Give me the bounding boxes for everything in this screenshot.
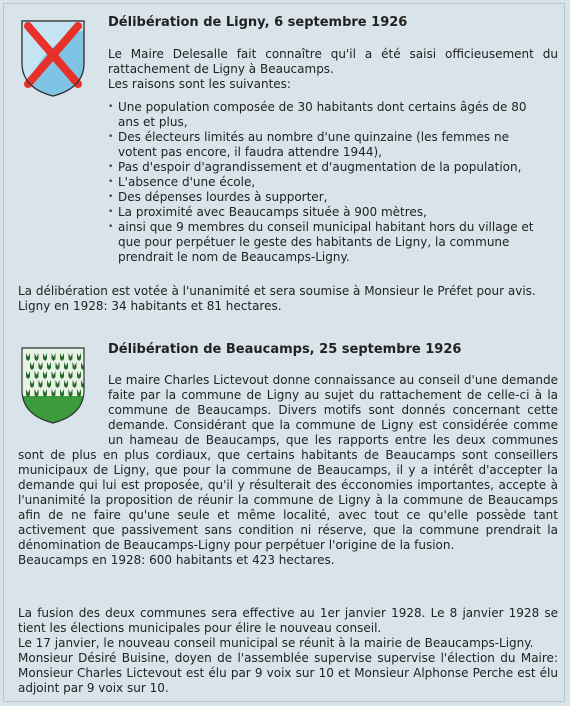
ligny-reasons-list xyxy=(108,100,550,265)
beaucamps-body: Le maire Charles Lictevout donne connaissance au conseil d'une demande faite par la commune de Ligny au sujet du rattachement de celle-ci à la commune de Beaucamps. Divers motifs sont donnés concernant cette demande. Considérant que la commune de Ligny est considérée comme un hameau de Beaucamps, que les rapports entre les deux communes sont de plus en plus cordiaux, que certains habitants de Beaucamps sont conseillers municipaux de Ligny, que pour la commune de Beaucamps, il y a intérêt d'accepter la demande qui lui est proposée, qu'il y résulterait des écconomies importantes, accepte à l'unanimité la proposition de réunir la commune de Ligny à la commune de Beaucamps afin de ne faire qu'une seule et même localité, avec tout ce qu'elle possède tant activement que passivement sans condition ni réserve, que la commune prendrait la dénomination de Beaucamps-Ligny pour perpétuer l'origine de la fusion. xyxy=(18,373,558,552)
ligny-reason-item: • ainsi que 9 membres du conseil municipal habitant hors du village et que pour perpétuer le geste des habitants de Ligny, la commune prendrait le nom de Beaucamps-Ligny. xyxy=(108,220,550,265)
fusion-section xyxy=(18,606,558,696)
fusion-para-1: La fusion des deux communes sera effective au 1er janvier 1928. Le 8 janvier 1928 se tient les élections municipales pour élire le nouveau conseil. xyxy=(18,606,558,635)
ligny-reason-item: • La proximité avec Beaucamps située à 900 mètres, xyxy=(108,205,550,220)
ligny-reason-item: • Une population composée de 30 habitants dont certains âgés de 80 ans et plus, xyxy=(108,100,550,130)
ligny-section xyxy=(108,15,558,30)
ligny-reason-item: • Pas d'espoir d'agrandissement et d'augmentation de la population, xyxy=(108,160,550,175)
ligny-stats: Ligny en 1928: 34 habitants et 81 hectares. xyxy=(18,299,282,313)
beaucamps-text xyxy=(18,373,558,568)
beaucamps-section xyxy=(108,342,558,357)
ligny-text xyxy=(108,47,558,92)
fusion-para-3: Monsieur Désiré Buisine, doyen de l'assemblée supervise supervise l'élection du Maire: Monsieur Charles Lictevout est élu par 9 voix sur 10 et Monsieur Alphonse Perche est élu adjoint par 9 voix sur 10. xyxy=(18,651,558,695)
ligny-reason-item: • Des dépenses lourdes à supporter, xyxy=(108,190,550,205)
ligny-reasons-list-wrap xyxy=(108,100,550,265)
beaucamps-stats: Beaucamps en 1928: 600 habitants et 423 hectares. xyxy=(18,553,335,567)
ligny-title: Délibération de Ligny, 6 septembre 1926 xyxy=(108,15,408,30)
ligny-coat-of-arms xyxy=(18,18,88,98)
ligny-reasons-label: Les raisons sont les suivantes: xyxy=(108,77,291,91)
ligny-reason-item: • L'absence d'une école, xyxy=(108,175,550,190)
beaucamps-title: Délibération de Beaucamps, 25 septembre 1926 xyxy=(108,342,462,357)
ligny-outcome: La délibération est votée à l'unanimité et sera soumise à Monsieur le Préfet pour avis. xyxy=(18,284,536,298)
shield-float-spacer xyxy=(18,373,108,435)
ligny-conclusion xyxy=(18,284,558,314)
ligny-reason-item: • Des électeurs limités au nombre d'une quinzaine (les femmes ne votent pas encore, il faudra attendre 1944), xyxy=(108,130,550,160)
fusion-para-2: Le 17 janvier, le nouveau conseil municipal se réunit à la mairie de Beaucamps-Ligny. xyxy=(18,636,534,650)
ligny-intro: Le Maire Delesalle fait connaître qu'il a été saisi officieusement du rattachement de Ligny à Beaucamps. xyxy=(108,47,558,76)
